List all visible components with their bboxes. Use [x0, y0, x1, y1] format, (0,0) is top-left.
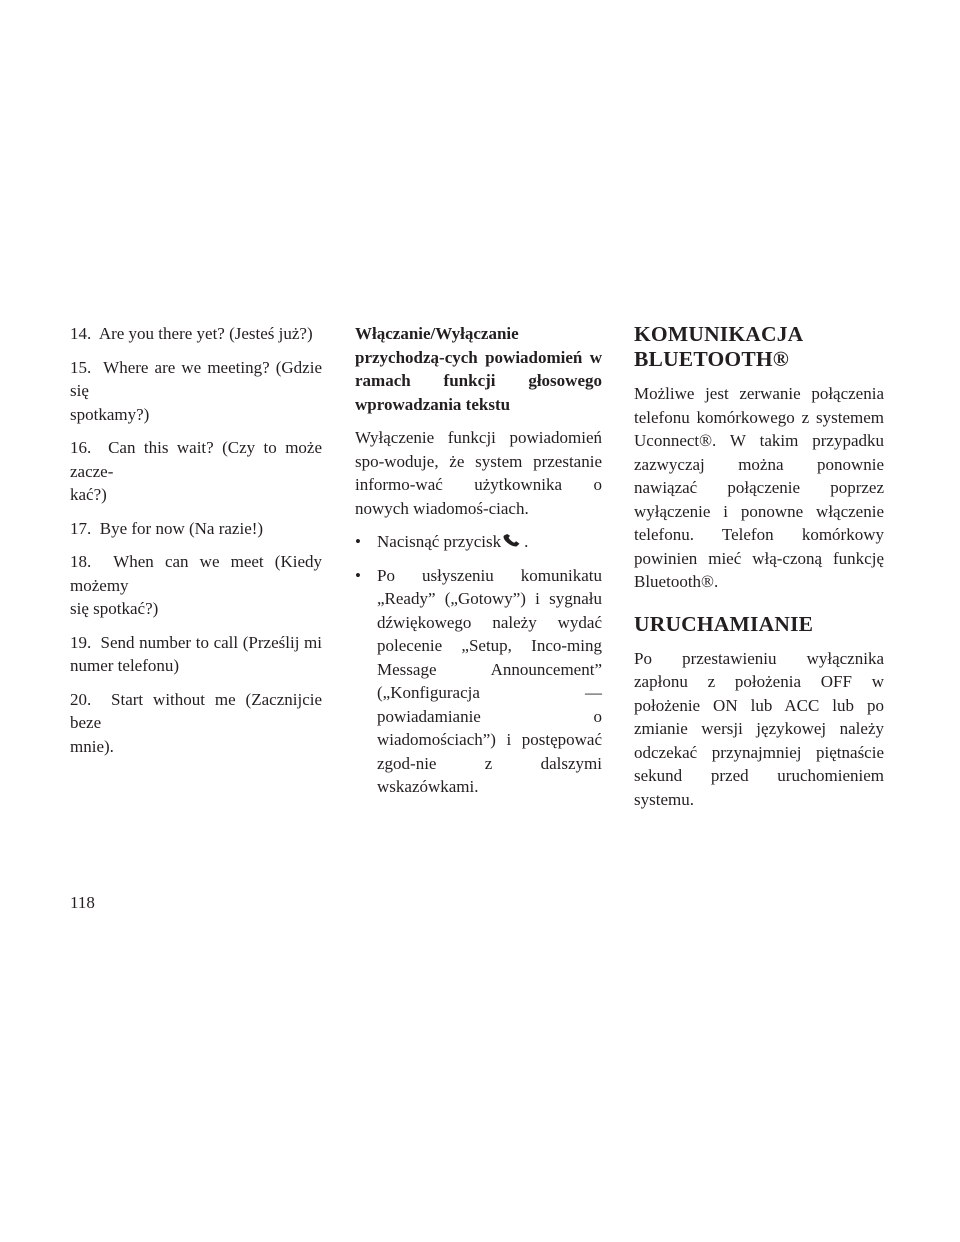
left-column [70, 322, 322, 768]
list-item [70, 550, 322, 621]
item-number: 14. [70, 324, 92, 343]
item-text: Start without me (Zacznijcie beze [70, 689, 323, 732]
list-item [70, 436, 322, 507]
item-text: Bye for now (Na razie!) [99, 518, 264, 538]
item-text-continued: spotkamy?) [70, 404, 150, 424]
middle-column [355, 322, 602, 809]
item-text: Can this wait? (Czy to może zacze- [70, 438, 323, 481]
item-number: 20. [70, 689, 92, 709]
bullet-item [355, 564, 602, 799]
body-paragraph: Po przestawieniu wyłącznika zapłonu z położenia OFF w położenie ON lub ACC lub po zmianie wersji językowej należy odczekać przynajmniej piętnaście sekund przed uruchomieniem systemu. [634, 648, 884, 809]
item-text-continued: kać?) [70, 485, 107, 504]
bullet-text: Nacisnąć przycisk [377, 532, 502, 551]
right-column [634, 322, 884, 821]
list-item [70, 688, 322, 759]
bullet-text-suffix: . [524, 532, 529, 551]
item-text-continued: się spotkać?) [70, 599, 159, 618]
body-paragraph: Możliwe jest zerwanie połączenia telefonu komórkowego z systemem Uconnect®. W takim przypadku zazwyczaj można ponownie nawiązać połączenie poprzez wyłączenie i ponowne włączenie telefonu. Telefon komórkowy powinien mieć włą-czoną funkcję Bluetooth®. [634, 384, 884, 591]
section-subheading: Włączanie/Wyłączanie przychodzą-cych powiadomień w ramach funkcji głosowego wprowadzania tekstu [355, 324, 602, 414]
item-number: 19. [70, 632, 92, 652]
item-text: Send number to call (Prześlij mi [100, 632, 323, 652]
bullet-symbol: • [355, 565, 361, 585]
item-number: 16. [70, 438, 92, 457]
list-item [70, 322, 322, 346]
body-paragraph: Wyłączenie funkcji powiadomień spo-woduje, że system przestanie informo-wać użytkownika o nowych wiadomoś-ciach. [355, 428, 602, 518]
item-text: Where are we meeting? (Gdzie się [70, 357, 322, 400]
item-text: Are you there yet? (Jesteś już?) [98, 324, 313, 343]
item-text: When can we meet (Kiedy możemy [70, 552, 322, 595]
item-number: 15. [70, 357, 92, 377]
bullet-item [355, 530, 602, 554]
bullet-text: Po usłyszeniu komunikatu „Ready” („Gotowy”) i sygnału dźwiękowego należy wydać polecenie „Setup, Inco-ming Message Announcement” („Konfiguracja — powiadamianie o wiadomościach”) i postępować zgod-nie z dalszymi wskazówkami. [377, 565, 602, 796]
item-number: 18. [70, 552, 92, 571]
phone-icon [502, 534, 522, 548]
item-text-continued: numer telefonu) [70, 656, 180, 675]
list-item [70, 356, 322, 427]
page-number: 118 [70, 893, 95, 912]
item-text-continued: mnie). [70, 736, 114, 756]
list-item [70, 631, 322, 678]
list-item [70, 517, 322, 541]
bullet-symbol: • [355, 532, 361, 551]
section-heading-bluetooth: KOMUNIKACJA BLUETOOTH® [634, 322, 803, 371]
section-heading-startup: URUCHAMIANIE [634, 611, 814, 636]
item-number: 17. [70, 518, 92, 538]
